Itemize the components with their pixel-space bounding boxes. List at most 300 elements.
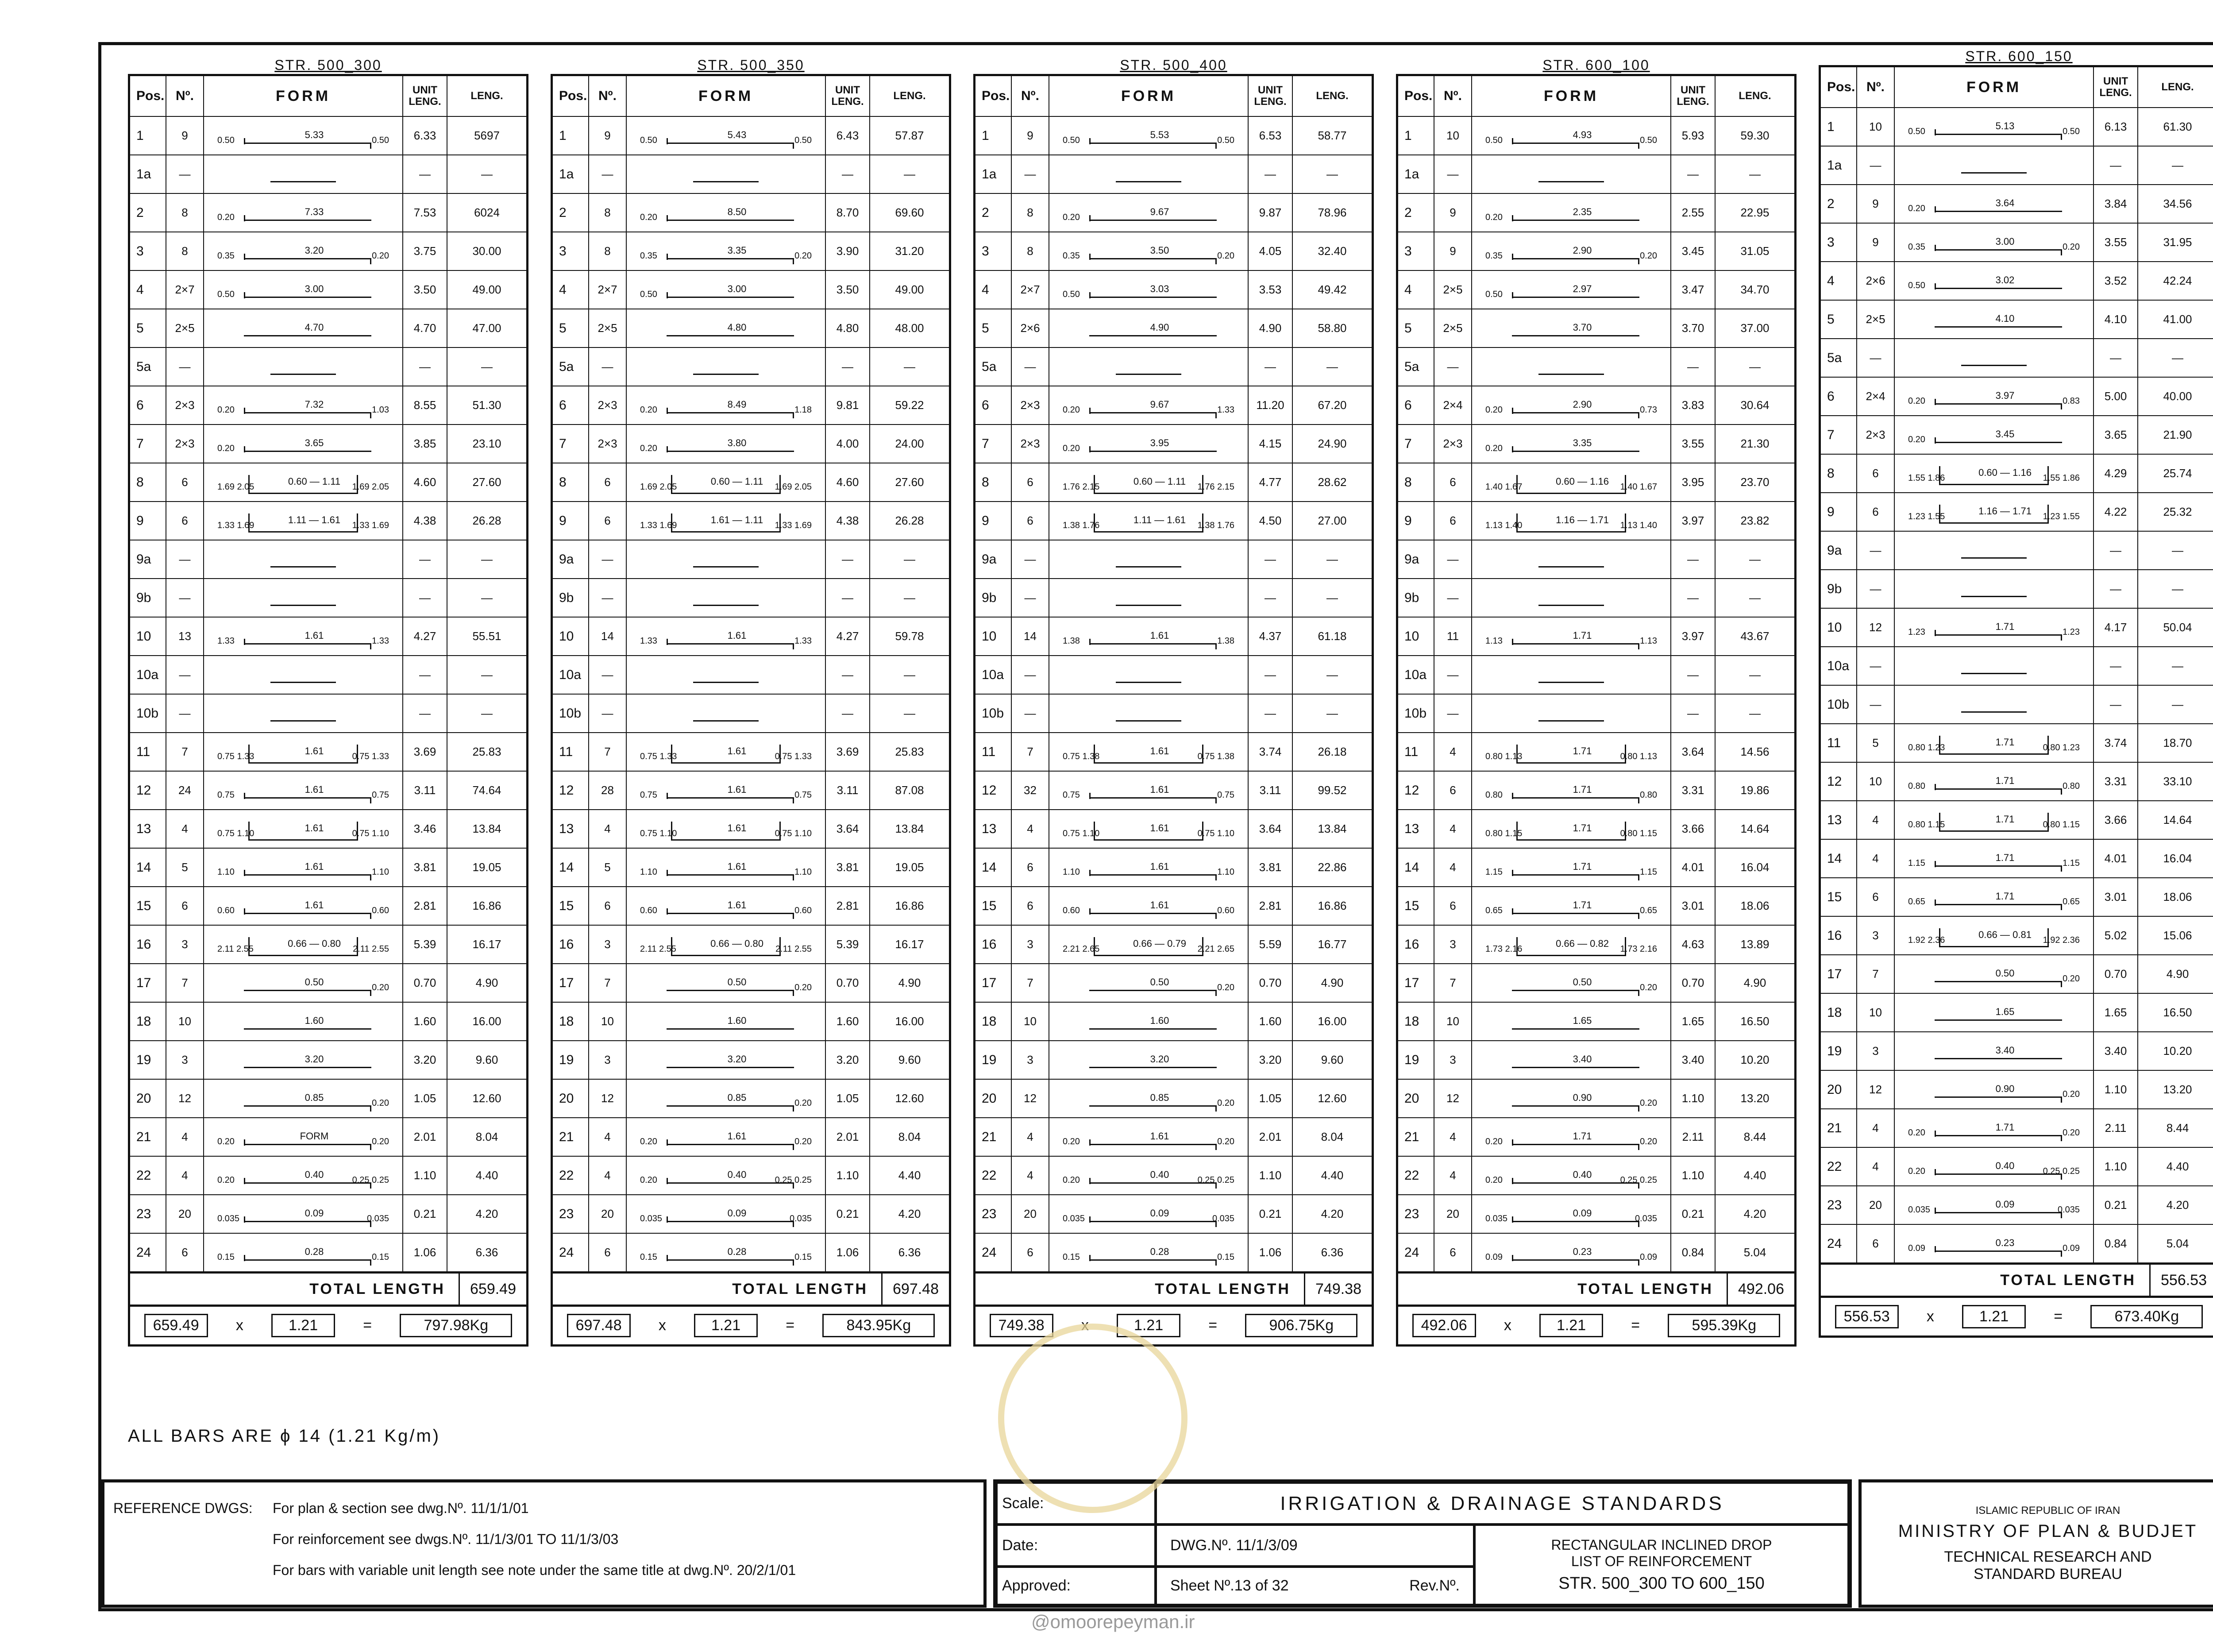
form-cell (1049, 425, 1248, 463)
unit-length-cell: — (402, 695, 447, 732)
count-cell: 2×3 (166, 425, 203, 463)
count-cell: 2×5 (166, 309, 203, 347)
bar-form (1485, 1243, 1657, 1262)
table-row (130, 270, 526, 309)
bar-form (1063, 589, 1234, 607)
bar-hook-left (1089, 870, 1091, 876)
form-cell (1471, 1041, 1670, 1079)
count-cell: 3 (588, 926, 626, 963)
bar-form (640, 473, 812, 492)
pos-cell: 10b (1827, 697, 1850, 712)
form-left-dim: 1.15 (1485, 867, 1503, 877)
table-row (130, 424, 526, 463)
bar-form (217, 396, 389, 415)
bar-shape-line (244, 1259, 371, 1261)
form-cell (1471, 810, 1670, 848)
bar-form (1908, 888, 2080, 907)
form-left-dim: 0.20 (1063, 444, 1080, 453)
form-left-dim: 0.20 (217, 212, 235, 222)
form-right-dim: 0.20 (794, 251, 812, 261)
bar-shape-line (1089, 1028, 1217, 1030)
form-left-dim: 0.20 (1485, 1137, 1503, 1146)
unit-length-cell: 4.01 (2093, 840, 2137, 877)
pos-cell: 1a (136, 166, 151, 181)
length-cell: 69.60 (869, 194, 949, 232)
bar-hook-left (1512, 408, 1513, 414)
unit-length-cell: 4.17 (2093, 609, 2137, 646)
length-cell: 13.84 (447, 810, 526, 848)
bar-shape-line (1116, 605, 1181, 606)
bar-hook-left (1935, 1246, 1936, 1252)
form-right-dim: 0.20 (794, 1137, 812, 1146)
count-cell: — (1011, 579, 1049, 617)
form-main-dim: 0.28 (1150, 1246, 1169, 1257)
bar-form (1063, 666, 1234, 684)
form-main-dim: 4.70 (305, 322, 324, 333)
total-row (1396, 1274, 1797, 1307)
length-cell: 26.28 (447, 502, 526, 540)
unit-length-cell: 1.10 (1670, 1080, 1715, 1117)
form-main-dim: 1.71 (1995, 621, 2015, 632)
pos-cell: 23 (1404, 1206, 1419, 1221)
bar-shape-line (667, 990, 794, 991)
bar-form (640, 1243, 812, 1262)
form-left-dim: 0.35 (1908, 242, 1925, 252)
unit-length-cell: 4.70 (402, 309, 447, 347)
length-cell: 8.04 (869, 1118, 949, 1156)
length-cell: 31.95 (2137, 224, 2213, 261)
bar-shape-line (1089, 1221, 1217, 1222)
form-left-dim: 0.20 (1485, 1175, 1503, 1185)
bar-hook-left (1512, 870, 1513, 876)
form-main-dim: 1.60 (727, 1015, 747, 1026)
bar-hook-right (2061, 981, 2062, 987)
form-cell (1894, 301, 2093, 338)
table-row (553, 771, 949, 809)
bar-hook-left (1935, 630, 1936, 636)
form-cell (1894, 840, 2093, 877)
unit-length-cell: 0.70 (1248, 964, 1292, 1002)
bar-form (1063, 1012, 1234, 1031)
unit-length-cell: 5.39 (825, 926, 869, 963)
pos-cell: 1 (982, 128, 989, 143)
table-row (553, 116, 949, 154)
length-cell: — (1292, 348, 1372, 386)
count-cell: 8 (166, 194, 203, 232)
count-cell: 2×7 (588, 271, 626, 309)
form-cell (1894, 378, 2093, 415)
unit-length-cell: 3.55 (2093, 224, 2137, 261)
bar-hook-left (1089, 639, 1091, 645)
header-row (975, 76, 1372, 116)
pos-cell: 10 (559, 629, 574, 644)
length-cell: 67.20 (1292, 386, 1372, 424)
form-right-dim: 0.50 (1640, 135, 1657, 145)
bar-hook-left (1512, 908, 1513, 915)
form-cell (1049, 1157, 1248, 1194)
bar-hook-right (793, 1144, 794, 1150)
total-label: TOTAL LENGTH (309, 1280, 445, 1297)
count-cell: 10 (1856, 108, 1894, 146)
form-cell (1894, 917, 2093, 954)
length-cell: — (1292, 540, 1372, 578)
bar-form (217, 1012, 389, 1031)
bar-hook-right (370, 913, 371, 919)
bar-shape-line (1935, 788, 2062, 790)
form-main-dim: 0.50 (727, 977, 747, 988)
bar-form (217, 473, 389, 492)
form-left-dim: 1.73 2.16 (1485, 944, 1523, 954)
table-row (1821, 454, 2213, 492)
length-cell: 4.20 (2137, 1186, 2213, 1224)
bar-shape-line (1961, 365, 2027, 366)
table-row (975, 886, 1372, 925)
bar-form (1485, 704, 1657, 723)
table-title-text: STR. 500_300 (274, 57, 382, 73)
bar-hook-right (1215, 258, 1217, 264)
table-row (1398, 925, 1794, 963)
unit-length-cell: 1.06 (825, 1234, 869, 1271)
length-cell: 4.90 (2137, 955, 2213, 993)
table-row (553, 886, 949, 925)
pos-cell: 24 (982, 1245, 997, 1260)
count-cell: 2×3 (588, 425, 626, 463)
pos-cell: 9a (559, 552, 574, 567)
form-left-dim: 0.80 (1908, 781, 1925, 791)
length-cell: 10.20 (2137, 1032, 2213, 1070)
count-cell: 3 (166, 926, 203, 963)
form-main-dim: 0.23 (1995, 1237, 2015, 1248)
bar-shape-line (1512, 335, 1639, 336)
unit-length-cell: 3.84 (2093, 185, 2137, 223)
length-cell: 49.00 (447, 271, 526, 309)
header-no: Nº. (1011, 76, 1049, 116)
table-row (1821, 107, 2213, 146)
bar-shape-line (1961, 711, 2027, 713)
count-cell: 2×3 (588, 386, 626, 424)
bar-shape-line (1538, 181, 1604, 182)
count-cell: 7 (166, 733, 203, 771)
bar-shape-line (1538, 374, 1604, 375)
bar-shape-line (270, 682, 336, 683)
count-cell: — (166, 695, 203, 732)
pos-cell: 22 (559, 1168, 574, 1183)
unit-length-cell: 4.00 (825, 425, 869, 463)
form-main-dim: 0.60 — 1.16 (1556, 476, 1609, 487)
length-cell: — (869, 155, 949, 193)
length-cell: 34.70 (1715, 271, 1794, 309)
form-main-dim: 0.28 (727, 1246, 747, 1257)
table-row (553, 925, 949, 963)
length-cell: 6.36 (447, 1234, 526, 1271)
unit-length-cell: 3.11 (825, 772, 869, 809)
table-row (975, 1156, 1372, 1194)
bar-shape-line (270, 374, 336, 375)
org-line-2: MINISTRY OF PLAN & BUDJET (1898, 1521, 2198, 1541)
mass-row (1396, 1307, 1797, 1347)
bar-hook-right (370, 143, 371, 149)
form-left-dim: 0.75 1.10 (1063, 829, 1100, 838)
pos-cell: 10 (1827, 620, 1842, 635)
org-line-1: ISLAMIC REPUBLIC OF IRAN (1975, 1504, 2120, 1517)
form-right-dim: 0.035 (1212, 1214, 1234, 1224)
form-cell (203, 232, 402, 270)
bar-form (640, 204, 812, 222)
form-cell (203, 1080, 402, 1117)
form-right-dim: 0.20 (794, 1098, 812, 1108)
pos-cell: 7 (1827, 427, 1835, 442)
count-cell: 7 (1434, 964, 1471, 1002)
form-left-dim: 1.33 (640, 636, 657, 646)
form-cell (1471, 155, 1670, 193)
bar-hook-left (244, 870, 245, 876)
bar-shape-line (1935, 326, 2062, 328)
table-row (1821, 1147, 2213, 1185)
count-cell: 5 (588, 849, 626, 886)
bar-shape-line (1512, 451, 1639, 452)
form-right-dim: 2.11 2.55 (353, 944, 389, 954)
bar-form (640, 935, 812, 954)
form-left-dim: 0.20 (1908, 1128, 1925, 1138)
table-row (1398, 232, 1794, 270)
form-main-dim: 4.90 (1150, 322, 1169, 333)
count-cell: 4 (1011, 1118, 1049, 1156)
form-left-dim: 0.65 (1908, 897, 1925, 907)
count-cell: 9 (588, 117, 626, 154)
table-row (1398, 1233, 1794, 1271)
bar-hook-right (2061, 1251, 2062, 1257)
form-left-dim: 0.60 (217, 906, 235, 915)
count-cell: — (588, 540, 626, 578)
form-left-dim: 0.15 (217, 1252, 235, 1262)
bar-hook-left (667, 292, 668, 298)
unit-length-cell: 8.55 (402, 386, 447, 424)
table-title-text: STR. 600_150 (1965, 48, 2073, 64)
form-right-dim: 1.33 (372, 636, 389, 646)
bar-hook-left (1512, 639, 1513, 645)
unit-length-cell: 3.50 (402, 271, 447, 309)
form-main-dim: 1.71 (1995, 814, 2015, 825)
length-cell: — (1292, 695, 1372, 732)
length-cell: 4.20 (869, 1195, 949, 1233)
bar-hook-right (1638, 1259, 1639, 1266)
length-cell: 6024 (447, 194, 526, 232)
form-left-dim: 0.50 (1485, 135, 1503, 145)
unit-length-cell: 3.66 (2093, 801, 2137, 839)
count-cell: 9 (166, 117, 203, 154)
count-cell: 6 (1856, 455, 1894, 492)
bar-hook-left (1935, 1169, 1936, 1175)
form-right-dim: 1.13 1.40 (1620, 521, 1657, 530)
count-cell: — (1434, 656, 1471, 694)
length-cell: 18.06 (2137, 878, 2213, 916)
bar-form (217, 512, 389, 530)
pos-cell: 12 (136, 783, 151, 798)
form-left-dim: 1.23 (1908, 627, 1925, 637)
count-cell: — (1434, 540, 1471, 578)
form-cell (626, 618, 825, 655)
total-label: TOTAL LENGTH (732, 1280, 868, 1297)
bar-shape-line (1089, 1144, 1217, 1145)
bar-form (640, 589, 812, 607)
form-main-dim: 0.66 — 0.81 (1978, 929, 2032, 940)
bar-hook-right (793, 797, 794, 803)
table-row (130, 1233, 526, 1271)
bar-hook-left (667, 1216, 668, 1223)
form-main-dim: 1.60 (305, 1015, 324, 1026)
bar-form (1908, 310, 2080, 329)
form-left-dim: 0.20 (640, 212, 657, 222)
table-row (1821, 954, 2213, 993)
form-cell (626, 463, 825, 501)
unit-length-cell: 4.01 (1670, 849, 1715, 886)
count-cell: 6 (588, 887, 626, 925)
bar-hook-left (667, 138, 668, 144)
bar-form (1485, 627, 1657, 646)
form-left-dim: 0.35 (640, 251, 657, 261)
form-cell (1894, 224, 2093, 261)
bar-hook-left (244, 446, 245, 452)
form-cell (1471, 309, 1670, 347)
form-right-dim: 1.38 (1217, 636, 1234, 646)
pos-cell: 1 (1404, 128, 1412, 143)
bar-shape-line (1935, 865, 2062, 867)
bar-form (640, 743, 812, 761)
bar-form (217, 165, 389, 184)
form-right-dim: 0.80 (2063, 781, 2080, 791)
bar-form (1063, 512, 1234, 530)
form-right-dim: 0.20 (2063, 1128, 2080, 1138)
length-cell: 4.20 (447, 1195, 526, 1233)
length-cell: 78.96 (1292, 194, 1372, 232)
bar-shape-line (244, 913, 371, 914)
bar-shape-line (244, 1067, 371, 1068)
length-cell: — (447, 540, 526, 578)
count-cell: 8 (1011, 232, 1049, 270)
length-cell: — (869, 348, 949, 386)
bar-form (1908, 1042, 2080, 1061)
unit-length-cell: 0.70 (825, 964, 869, 1002)
form-left-dim: 1.69 2.05 (217, 482, 254, 492)
count-cell: 4 (1011, 810, 1049, 848)
bar-form (217, 1205, 389, 1224)
org-line-4: STANDARD BUREAU (1974, 1565, 2122, 1583)
table-row (1398, 1156, 1794, 1194)
form-main-dim: 0.66 — 0.79 (1133, 938, 1186, 949)
length-cell: 4.40 (1715, 1157, 1794, 1194)
form-left-dim: 0.035 (217, 1214, 240, 1224)
bar-form (1485, 743, 1657, 761)
count-cell: 28 (588, 772, 626, 809)
reinforcement-table (128, 56, 528, 1347)
length-cell: 14.56 (1715, 733, 1794, 771)
unit-length-cell: — (825, 155, 869, 193)
form-main-dim: 2.35 (1573, 206, 1592, 217)
form-cell (1049, 887, 1248, 925)
length-cell: 8.44 (1715, 1118, 1794, 1156)
bar-form (1908, 811, 2080, 830)
form-left-dim: 1.33 (217, 636, 235, 646)
form-cell (1894, 1186, 2093, 1224)
pos-cell: 20 (1827, 1082, 1842, 1097)
count-cell: 4 (1434, 733, 1471, 771)
bar-form (1908, 1004, 2080, 1022)
unit-length-cell: 4.80 (825, 309, 869, 347)
length-cell: 10.20 (1715, 1041, 1794, 1079)
bar-shape-line (1512, 1105, 1639, 1107)
bar-shape-line (667, 1067, 794, 1068)
mass-kg: 673.40Kg (2090, 1305, 2203, 1328)
bar-shape-line (1089, 258, 1217, 259)
form-cell (1471, 695, 1670, 732)
ref-line-2: For reinforcement see dwgs.Nº. 11/1/3/01 TO 11/1/3/03 (273, 1531, 619, 1547)
length-cell: 4.40 (2137, 1148, 2213, 1185)
form-right-dim: 0.65 (2063, 897, 2080, 907)
count-cell: 7 (166, 964, 203, 1002)
form-cell (1894, 724, 2093, 762)
form-right-dim: 1.92 2.36 (2043, 935, 2080, 945)
length-cell: 23.82 (1715, 502, 1794, 540)
form-cell (1894, 955, 2093, 993)
length-cell: 31.05 (1715, 232, 1794, 270)
bar-shape-line (1089, 451, 1217, 452)
bar-hook-left (667, 215, 668, 221)
pos-cell: 16 (136, 937, 151, 952)
length-cell: 8.04 (447, 1118, 526, 1156)
form-right-dim: 1.10 (794, 867, 812, 877)
table-row (1821, 993, 2213, 1031)
form-cell (626, 579, 825, 617)
form-right-dim: 0.25 0.25 (2043, 1166, 2080, 1176)
pos-cell: 3 (136, 243, 144, 259)
unit-length-cell: 1.06 (402, 1234, 447, 1271)
pos-cell: 8 (982, 475, 989, 490)
form-cell (1049, 194, 1248, 232)
form-main-dim: 0.23 (1573, 1246, 1592, 1257)
form-main-dim: 1.16 — 1.71 (1978, 506, 2032, 517)
table-title-text: STR. 500_350 (697, 57, 805, 73)
bar-shape-line (693, 682, 759, 683)
form-main-dim: 3.45 (1995, 428, 2015, 440)
length-cell: 23.10 (447, 425, 526, 463)
table-row (975, 655, 1372, 694)
form-right-dim: 1.15 (2063, 858, 2080, 868)
length-cell: 14.64 (2137, 801, 2213, 839)
total-value: 556.53 (2149, 1265, 2213, 1296)
form-main-dim: 1.71 (1995, 737, 2015, 748)
count-cell: 10 (1011, 1003, 1049, 1040)
form-cell (626, 926, 825, 963)
form-right-dim: 0.20 (372, 251, 389, 261)
form-main-dim: 1.61 (727, 822, 747, 834)
length-cell: — (447, 695, 526, 732)
form-main-dim: 8.50 (727, 206, 747, 217)
length-cell: 16.04 (2137, 840, 2213, 877)
table-row (130, 193, 526, 232)
mass-equals: = (363, 1317, 372, 1334)
unit-length-cell: 8.70 (825, 194, 869, 232)
form-cell (1894, 147, 2093, 184)
form-left-dim: 0.20 (1908, 435, 1925, 444)
form-cell (203, 695, 402, 732)
bar-form (1485, 666, 1657, 684)
bar-form (640, 897, 812, 915)
form-main-dim: 3.50 (1150, 245, 1169, 256)
bar-form (640, 1012, 812, 1031)
bar-shape-line (1512, 797, 1639, 799)
length-cell: 25.74 (2137, 455, 2213, 492)
pos-cell: 13 (559, 821, 574, 836)
